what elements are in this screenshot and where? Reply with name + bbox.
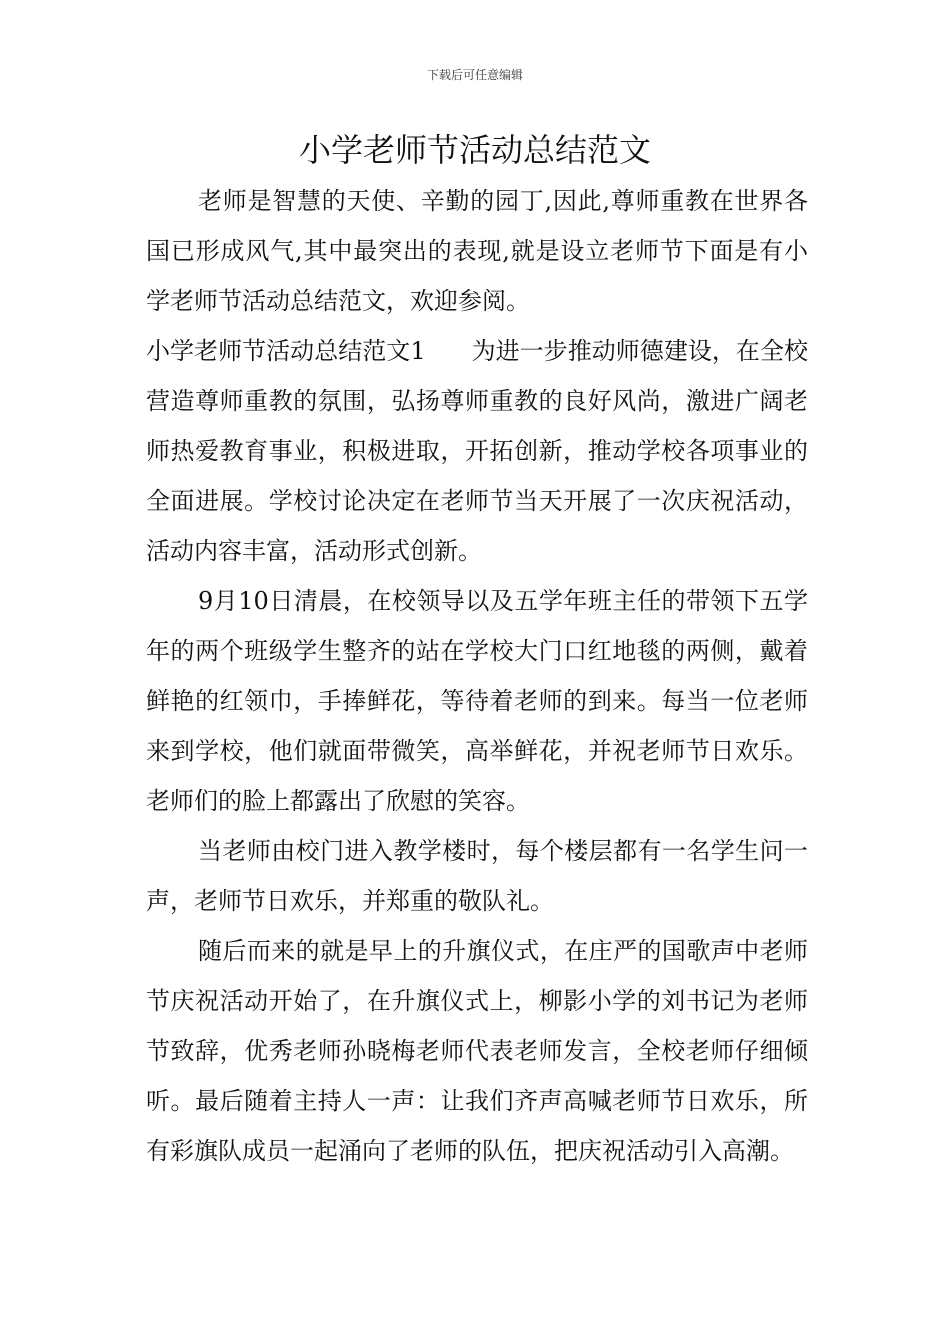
document-body: [146, 176, 808, 1176]
section-first-text: 为进一步推动师德建设，在全校营造尊师重教的氛围，弘扬尊师重教的良好风尚，激进广阔老师热爱教育事业，积极进取，开拓创新，推动学校各项事业的全面进展。学校讨论决定在老师节当天开展了一次庆祝活动，活动内容丰富，活动形式创新。: [146, 337, 808, 565]
section-1-paragraph: [146, 326, 808, 576]
document-title: 小学老师节活动总结范文: [298, 131, 651, 169]
body-paragraph: 当老师由校门进入教学楼时，每个楼层都有一名学生问一声，老师节日欢乐，并郑重的敬队礼。: [146, 837, 808, 915]
heading-spacer: [426, 337, 472, 365]
section-heading: 小学老师节活动总结范文1: [146, 337, 426, 365]
intro-paragraph: 老师是智慧的天使、辛勤的园丁,因此,尊师重教在世界各国已形成风气,其中最突出的表现,就是设立老师节下面是有小学老师节活动总结范文，欢迎参阅。: [146, 187, 808, 315]
header-note: 下载后可任意编辑: [426, 68, 523, 82]
body-paragraph: 9月10日清晨，在校领导以及五学年班主任的带领下五学年的两个班级学生整齐的站在学校大门口红地毯的两侧，戴着鲜艳的红领巾，手捧鲜花，等待着老师的到来。每当一位老师来到学校，他们就面带微笑，高举鲜花，并祝老师节日欢乐。老师们的脸上都露出了欣慰的笑容。: [146, 587, 808, 815]
body-paragraph: 随后而来的就是早上的升旗仪式，在庄严的国歌声中老师节庆祝活动开始了，在升旗仪式上，柳影小学的刘书记为老师节致辞，优秀老师孙晓梅老师代表老师发言，全校老师仔细倾听。最后随着主持人一声：让我们齐声高喊老师节日欢乐，所有彩旗队成员一起涌向了老师的队伍，把庆祝活动引入高潮。: [146, 937, 808, 1165]
